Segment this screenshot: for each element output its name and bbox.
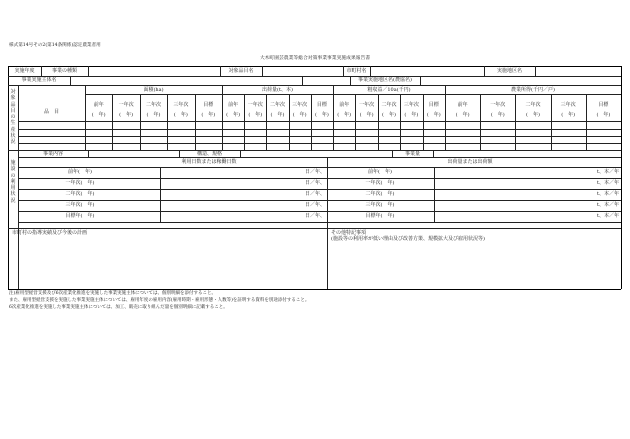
label-guidance: 市町村の指導実績及び今後の計画: [12, 230, 88, 236]
rule-line: [70, 76, 71, 85]
rule-line: [18, 157, 621, 158]
rule-line: [8, 76, 621, 77]
rule-line: [302, 76, 303, 85]
rule-line: [18, 189, 621, 190]
rule-line: [88, 66, 89, 76]
year-paren-3-4: ( 年): [596, 112, 611, 118]
year-col-2-1: 一年次: [359, 102, 375, 108]
year-paren-3-2: ( 年): [526, 112, 540, 118]
footnote-3: 6次産業化推進を実施した事業実施主体については、加工、販売に取り組んだ量を個別明細に記載すること。: [9, 305, 228, 310]
year-paren-0-3: ( 年): [173, 112, 188, 118]
year-paren-1-1: ( 年): [248, 112, 263, 118]
usage-row-unit-2: 日／年、: [304, 191, 325, 197]
year-col-3-2: 二年次: [525, 102, 541, 108]
shipment-row-unit-0: t、本／年: [596, 169, 619, 175]
year-col-0-4: 目標: [203, 102, 214, 108]
shipment-row-unit-1: t、本／年: [596, 180, 619, 186]
shipment-row-label-0: 前年( 年): [368, 169, 392, 175]
rule-line: [8, 228, 621, 229]
footnote-1: 注)雇用型経営支援及び6次産業化推進を実施した事業実施主体については、個別明細を添付すること。: [9, 291, 217, 296]
year-col-3-1: 一年次: [490, 102, 506, 108]
year-paren-0-1: ( 年): [119, 112, 134, 118]
shipment-row-label-1: 一年次( 年): [365, 180, 395, 186]
shipment-row-label-4: 目標年( 年): [365, 213, 395, 219]
year-col-1-1: 一年次: [247, 102, 263, 108]
shipment-row-unit-2: t、本／年: [596, 191, 619, 197]
rule-line: [535, 66, 536, 76]
year-paren-1-4: ( 年): [314, 112, 329, 118]
shipment-row-unit-4: t、本／年: [596, 213, 619, 219]
label-remarks-detail: (施設等の利用率が低い理由及び改善方策、規模拡大及び雇用状況等): [331, 236, 485, 242]
year-col-2-2: 二年次: [381, 102, 397, 108]
label-shipment: 出荷量または出荷額: [447, 159, 493, 165]
usage-row-label-2: 二年次( 年): [65, 191, 95, 197]
year-col-2-3: 三年次: [403, 102, 419, 108]
usage-row-unit-3: 日／年、: [304, 202, 325, 208]
rule-line: [8, 66, 9, 289]
year-paren-2-4: ( 年): [426, 112, 441, 118]
rule-line: [18, 167, 621, 168]
year-paren-1-0: ( 年): [226, 112, 241, 118]
rule-line: [8, 150, 621, 151]
year-col-1-3: 三年次: [292, 102, 308, 108]
side-label-facility: 施設の利用状況: [10, 160, 16, 204]
rule-line: [18, 200, 621, 201]
label-town: 市町村名: [346, 68, 367, 74]
year-paren-0-2: ( 年): [146, 112, 161, 118]
rule-line: [621, 66, 622, 289]
rule-line: [420, 76, 421, 85]
year-paren-2-3: ( 年): [404, 112, 419, 118]
label-item: 品 目: [43, 109, 59, 115]
label-entity: 事業実施主体名: [21, 77, 57, 83]
label-structure: 構造、規格: [196, 151, 222, 157]
rule-line: [262, 66, 263, 76]
label-type: 事業の種類: [51, 68, 77, 74]
rule-line: [370, 66, 371, 76]
year-paren-3-0: ( 年): [455, 112, 470, 118]
year-col-1-2: 二年次: [269, 102, 285, 108]
rule-line: [88, 150, 89, 157]
usage-row-unit-4: 日／年、: [304, 213, 325, 219]
year-col-3-3: 三年次: [560, 102, 576, 108]
year-col-1-0: 前年: [228, 102, 239, 108]
rule-line: [18, 121, 621, 122]
year-col-2-0: 前年: [339, 102, 350, 108]
year-col-0-2: 二年次: [145, 102, 161, 108]
shipment-row-unit-3: t、本／年: [596, 202, 619, 208]
year-col-3-0: 前年: [457, 102, 468, 108]
report-title: 大木町園芸農業等総合対策事業事業実施成果報告書: [259, 56, 371, 61]
year-col-2-4: 目標: [428, 102, 439, 108]
year-paren-1-3: ( 年): [292, 112, 307, 118]
shipment-row-label-2: 二年次( 年): [365, 191, 395, 197]
rule-line: [85, 94, 621, 95]
rule-line: [18, 222, 621, 223]
rule-line: [160, 167, 161, 222]
group-title-1: 出荷量(t、本): [262, 87, 293, 93]
rule-line: [18, 178, 621, 179]
rule-line: [18, 85, 19, 289]
year-paren-3-3: ( 年): [561, 112, 576, 118]
year-paren-2-1: ( 年): [359, 112, 374, 118]
label-content: 事業内容: [42, 151, 63, 157]
label-usage-days: 利用日数または稼働日数: [181, 159, 237, 165]
rule-line: [433, 150, 434, 157]
rule-line: [8, 85, 621, 86]
rule-line: [18, 129, 621, 130]
label-remarks: その他特記事項: [331, 230, 367, 236]
rule-line: [18, 136, 621, 137]
year-col-0-3: 三年次: [173, 102, 189, 108]
usage-row-label-3: 三年次( 年): [65, 202, 95, 208]
year-paren-1-2: ( 年): [270, 112, 285, 118]
rule-line: [8, 66, 621, 67]
year-paren-0-0: ( 年): [91, 112, 106, 118]
usage-row-label-0: 前年( 年): [68, 169, 92, 175]
rule-line: [327, 228, 328, 289]
year-col-0-1: 一年次: [118, 102, 134, 108]
year-col-3-4: 目標: [598, 102, 609, 108]
year-col-1-4: 目標: [316, 102, 327, 108]
shipment-row-label-3: 三年次( 年): [365, 202, 395, 208]
rule-line: [18, 211, 621, 212]
label-area: 実施地区名: [496, 68, 522, 74]
usage-row-unit-1: 日／年、: [304, 180, 325, 186]
year-col-0-0: 前年: [93, 102, 104, 108]
group-title-2: 粗収益／10a(千円): [367, 87, 411, 93]
footnote-2: また、雇用型経営支援を実施した事業実施主体については、雇用年度の雇用内容(雇用時期・雇用形態・人数等)を証明する資料を別途添付すること。: [9, 298, 310, 303]
label-amount: 事業量: [404, 151, 420, 157]
side-label-production: 対象品目の生産状況: [10, 89, 16, 145]
year-paren-2-0: ( 年): [337, 112, 352, 118]
label-district: 事業実施地区名(農協名): [358, 77, 412, 83]
year-paren-2-2: ( 年): [382, 112, 396, 118]
rule-line: [434, 167, 435, 222]
group-title-3: 農業所得(千円／戸): [511, 87, 555, 93]
label-crop: 対象品目名: [228, 68, 254, 74]
rule-line: [8, 289, 621, 290]
year-paren-0-4: ( 年): [201, 112, 216, 118]
year-paren-3-1: ( 年): [490, 112, 505, 118]
rule-line: [240, 150, 241, 157]
rule-line: [18, 143, 621, 144]
usage-row-unit-0: 日／年、: [304, 169, 325, 175]
usage-row-label-4: 目標年( 年): [65, 213, 95, 219]
label-year: 実施年度: [14, 68, 35, 74]
form-id: 様式第14号その2(第14条関係)認定農業者用: [9, 43, 101, 48]
group-title-0: 面積(ha): [143, 87, 164, 93]
usage-row-label-1: 一年次( 年): [65, 180, 95, 186]
